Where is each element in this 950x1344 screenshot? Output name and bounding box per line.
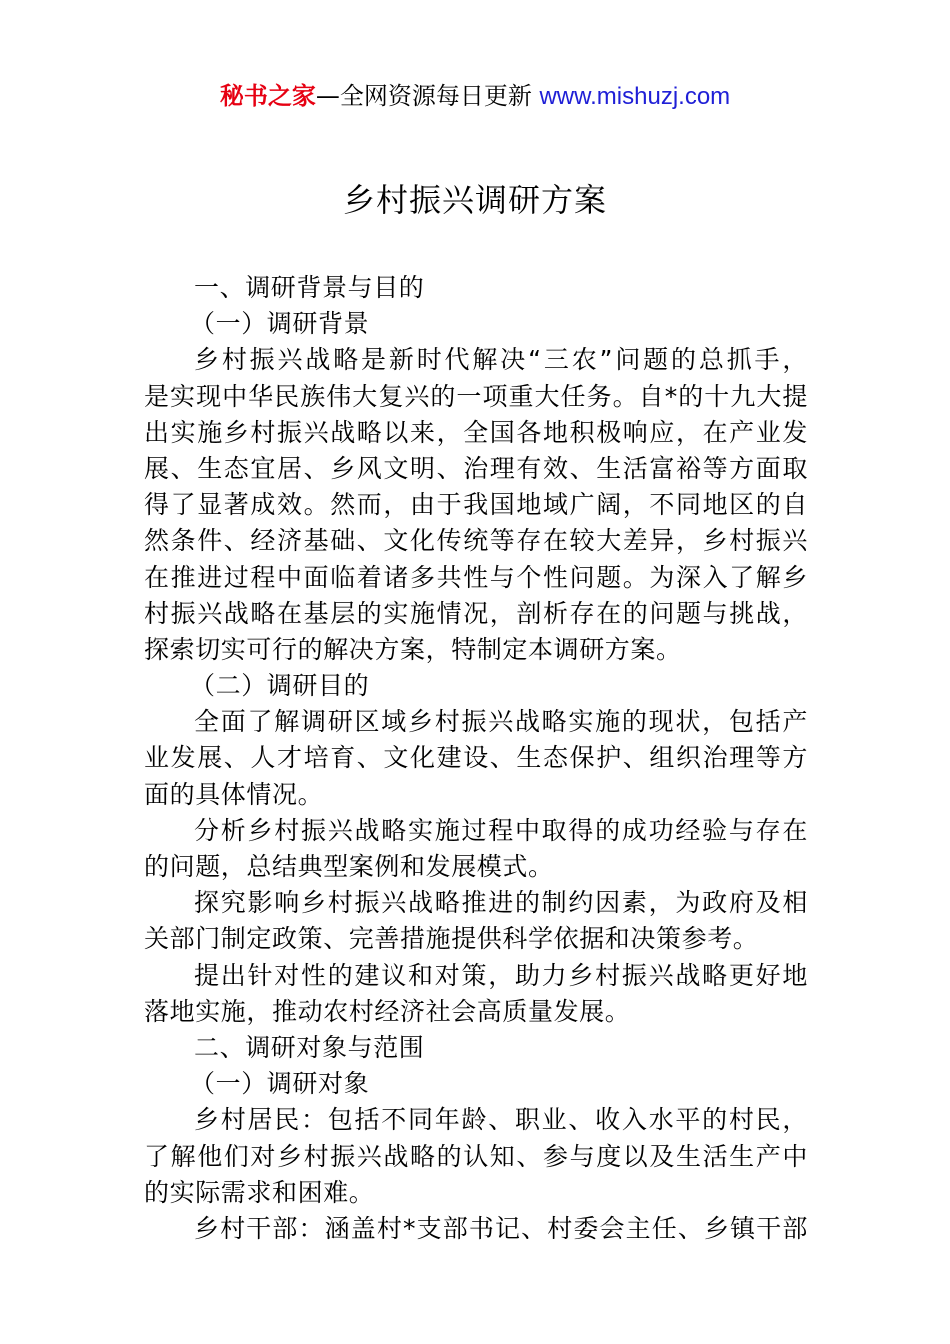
site-header bbox=[0, 80, 950, 113]
paragraph-line: 分析乡村振兴战略实施过程中取得的成功经验与存在 bbox=[194, 815, 808, 845]
paragraph-line: 展、生态宜居、乡风文明、治理有效、生活富裕等方面取 bbox=[144, 453, 808, 483]
paragraph-line: 探究影响乡村振兴战略推进的制约因素，为政府及相 bbox=[194, 888, 808, 918]
site-tagline: —全网资源每日更新 bbox=[315, 82, 540, 110]
paragraph-line: 是实现中华民族伟大复兴的一项重大任务。自*的十九大提 bbox=[144, 381, 808, 411]
document-body bbox=[144, 270, 808, 1247]
paragraph-line: 全面了解调研区域乡村振兴战略实施的现状，包括产 bbox=[194, 707, 808, 737]
paragraph-line: 然条件、经济基础、文化传统等存在较大差异，乡村振兴 bbox=[144, 526, 808, 556]
paragraph-line: 了解他们对乡村振兴战略的认知、参与度以及生活生产中 bbox=[144, 1141, 808, 1171]
paragraph-line: 的问题，总结典型案例和发展模式。 bbox=[144, 852, 554, 881]
paragraph-line: 得了显著成效。然而，由于我国地域广阔，不同地区的自 bbox=[144, 490, 808, 520]
site-url-link[interactable]: www.mishuzj.com bbox=[539, 83, 731, 110]
paragraph-line: 出实施乡村振兴战略以来，全国各地积极响应，在产业发 bbox=[144, 417, 808, 447]
paragraph-line: 提出针对性的建议和对策，助力乡村振兴战略更好地 bbox=[194, 960, 808, 990]
paragraph-line: 业发展、人才培育、文化建设、生态保护、组织治理等方 bbox=[144, 743, 808, 773]
subsection-heading: （二）调研目的 bbox=[190, 671, 370, 701]
paragraph-line: 探索切实可行的解决方案，特制定本调研方案。 bbox=[144, 634, 682, 664]
paragraph-line: 的实际需求和困难。 bbox=[144, 1177, 375, 1207]
paragraph-line: 关部门制定政策、完善措施提供科学依据和决策参考。 bbox=[144, 924, 759, 954]
section-heading: 一、调研背景与目的 bbox=[194, 273, 425, 302]
section-heading: 二、调研对象与范围 bbox=[194, 1032, 425, 1062]
paragraph-line: 落地实施，推动农村经济社会高质量发展。 bbox=[144, 996, 631, 1026]
paragraph-line: 在推进过程中面临着诸多共性与个性问题。为深入了解乡 bbox=[144, 562, 808, 592]
paragraph-line: 乡村干部：涵盖村*支部书记、村委会主任、乡镇干部 bbox=[194, 1213, 808, 1243]
site-brand: 秘书之家 bbox=[219, 82, 316, 110]
subsection-heading: （一）调研对象 bbox=[190, 1069, 370, 1099]
subsection-heading: （一）调研背景 bbox=[190, 309, 370, 339]
paragraph-line: 面的具体情况。 bbox=[144, 779, 324, 809]
paragraph-line: 村振兴战略在基层的实施情况，剖析存在的问题与挑战， bbox=[144, 598, 808, 628]
document-title: 乡村振兴调研方案 bbox=[342, 181, 607, 219]
paragraph-line: 乡村振兴战略是新时代解决“三农”问题的总抓手， bbox=[194, 345, 808, 375]
paragraph-line: 乡村居民：包括不同年龄、职业、收入水平的村民， bbox=[194, 1105, 808, 1135]
